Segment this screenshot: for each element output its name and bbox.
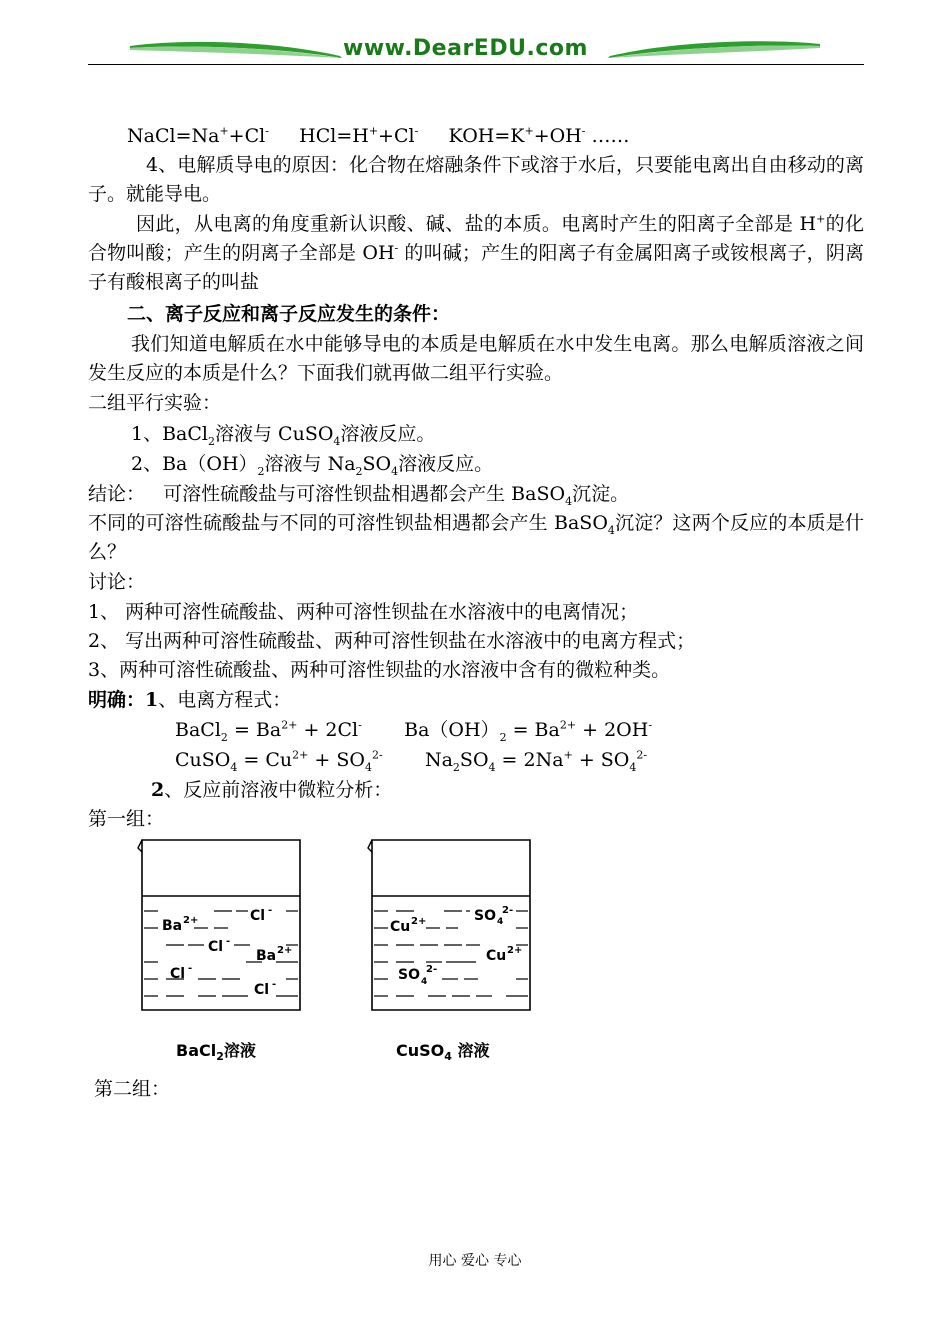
ion-label: Ba [162, 918, 183, 934]
ion-label: SO [474, 908, 496, 924]
paragraph-conduction-reason: 4、电解质导电的原因：化合物在熔融条件下或溶于水后，只要能电离出自由移动的离子。就能导电。 [88, 154, 864, 205]
conclusion: 结论： 可溶性硫酸盐与可溶性钡盐相遇都会产生 BaSO$_4$沉淀。 [88, 483, 630, 508]
svg-text:2+: 2+ [183, 915, 199, 926]
discussion-item-2: 2、 写出两种可溶性硫酸盐、两种可溶性钡盐在水溶液中的电离方程式； [88, 630, 696, 652]
header-site-name: www.DearEDU.com [343, 36, 588, 61]
svg-text:-: - [268, 905, 273, 916]
ion-label: Cl [254, 982, 270, 998]
svg-text:4: 4 [497, 917, 504, 927]
experiment-1: 1、BaCl$_2$溶液与 CuSO$_4$溶液反应。 [131, 423, 436, 448]
question: 不同的可溶性硫酸盐与不同的可溶性钡盐相遇都会产生 BaSO$_4$沉淀？这两个反应的本质是什么？ [88, 512, 864, 563]
svg-text:-: - [226, 936, 231, 947]
clarify-heading: 明确：1、电离方程式： [88, 689, 292, 711]
experiment-title: 二组平行实验： [88, 392, 222, 414]
ionization-examples: NaCl=Na++Cl- HCl=H++Cl- KOH=K++OH- …… [127, 124, 630, 147]
beaker-caption-bacl2: BaCl$_2$溶液 [176, 1041, 256, 1064]
svg-text:2+: 2+ [507, 945, 523, 956]
ion-label: Cl [170, 966, 186, 982]
analysis-heading: 2、反应前溶液中微粒分析： [151, 779, 393, 801]
ion-label: Cl [208, 939, 224, 955]
section-title-ion-reactions: 二、离子反应和离子反应发生的条件： [127, 303, 451, 325]
svg-text:2-: 2- [426, 964, 438, 975]
group-1-label: 第一组： [88, 808, 165, 830]
discussion-item-3: 3、两种可溶性硫酸盐、两种可溶性钡盐的水溶液中含有的微粒种类。 [88, 659, 671, 681]
ionization-equations-row-2: CuSO$_4$ = $Cu^{2+} + SO_4^{2-}$ $Na_2SO_4 = 2Na^+ + SO_4^{2-}$ [175, 748, 648, 774]
ion-label: Ba [256, 948, 277, 964]
group-2-label: 第二组： [94, 1078, 171, 1100]
svg-text:-: - [188, 963, 193, 974]
svg-text:-: - [272, 979, 277, 990]
discussion-title: 讨论： [88, 571, 146, 593]
experiment-2: 2、$Ba(OH)_2$溶液与 $Na_2SO_4$溶液反应。 [131, 453, 494, 478]
ion-label: Cu [390, 919, 411, 935]
svg-text:2-: 2- [502, 905, 514, 916]
svg-text:2+: 2+ [277, 945, 293, 956]
header-rule [88, 64, 864, 65]
ion-label: SO [398, 967, 420, 983]
svg-text:4: 4 [421, 977, 428, 987]
page-footer: 用心 爱心 专心 [428, 1253, 522, 1269]
ion-label: Cl [250, 908, 266, 924]
beaker-cuso4 [366, 838, 536, 1013]
ion-label: Cu [486, 948, 507, 964]
paragraph-acid-base-salt: 因此，从电离的角度重新认识酸、碱、盐的本质。电离时产生的阳离子全部是 H+的化合物叫酸；产生的阴离子全部是 OH- 的叫碱；产生的阳离子有金属阳离子或铵根离子，阴离子有酸根离子的叫盐 [88, 212, 864, 293]
paragraph-intro: 我们知道电解质在水中能够导电的本质是电解质在水中发生电离。那么电解质溶液之间发生反应的本质是什么？下面我们就再做二组平行实验。 [88, 333, 864, 384]
beaker-caption-cuso4: CuSO$_4$ 溶液 [396, 1041, 490, 1064]
discussion-item-1: 1、 两种可溶性硫酸盐、两种可溶性钡盐在水溶液中的电离情况； [88, 601, 639, 623]
ionization-equations-row-1: BaCl$_2$ = $Ba^{2+} + 2Cl^-$ $Ba(OH)_2 = Ba^{2+} + 2OH^-$ [175, 718, 653, 744]
svg-text:2+: 2+ [411, 916, 427, 927]
beaker-bacl2 [136, 838, 306, 1013]
